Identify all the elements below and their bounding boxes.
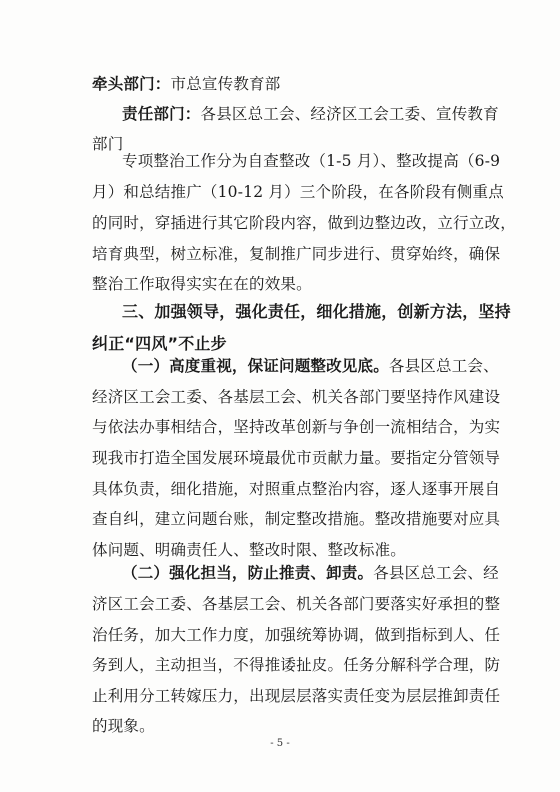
- paragraph-line: 月）和总结推广（10-12 月）三个阶段，在各阶段有侧重点: [92, 183, 504, 201]
- responsible-department-value: 各县区总工会、经济区工会工委、宣传教育: [200, 105, 499, 123]
- paragraph-line: 查自纠，建立问题台账，制定整改措施。整改措施要对应具: [92, 510, 501, 528]
- paragraph-line: 济区工会工委、各基层工会、机关各部门要落实好承担的整: [92, 595, 501, 613]
- responsible-department-label: 责任部门：: [122, 105, 201, 123]
- page-number: - 5 -: [270, 738, 290, 749]
- section-heading: 三、加强领导，强化责任，细化措施，创新方法，坚持: [122, 302, 511, 321]
- item-two-first-line: [122, 563, 499, 583]
- paragraph-line: 专项整治工作分为自查整改（1-5 月）、整改提高（6-9: [122, 152, 501, 170]
- responsible-department-line: [122, 104, 499, 124]
- lead-department-line: [92, 74, 280, 94]
- paragraph-line: 务到人，主动担当，不得推诿扯皮。任务分解科学合理，防: [92, 656, 501, 674]
- responsible-department-continuation: 部门: [92, 135, 124, 153]
- paragraph-line: 的现象。: [92, 717, 155, 735]
- item-one-first-line: [122, 356, 499, 376]
- paragraph-line: 具体负责，细化措施，对照重点整治内容，逐人逐事开展自: [92, 480, 501, 498]
- paragraph-line: 与依法办事相结合，坚持改革创新与争创一流相结合，为实: [92, 418, 501, 436]
- item-one-title: （一）高度重视，保证问题整改见底。: [122, 357, 389, 375]
- paragraph-line: 止利用分工转嫁压力，出现层层落实责任变为层层推卸责任: [92, 687, 501, 705]
- paragraph-line: 经济区工会工委、各基层工会、机关各部门要坚持作风建设: [92, 388, 501, 406]
- paragraph-line: 治任务，加大工作力度，加强统筹协调，做到指标到人、任: [92, 626, 501, 644]
- paragraph-line: 培育典型，树立标准，复制推广同步进行、贯穿始终，确保: [92, 245, 501, 263]
- paragraph-line: 现我市打造全国发展环境最优市贡献力量。要指定分管领导: [92, 449, 501, 467]
- item-two-text: 各县区总工会、经: [373, 564, 499, 582]
- lead-department-label: 牵头部门：: [92, 75, 171, 93]
- paragraph-line: 整治工作取得实实在在的效果。: [92, 275, 312, 293]
- section-heading-continuation: 纠正“四风”不止步: [92, 334, 227, 353]
- paragraph-line: 的同时，穿插进行其它阶段内容，做到边整边改，立行立改，: [92, 214, 516, 232]
- paragraph-line: 体问题、明确责任人、整改时限、整改标准。: [92, 541, 407, 559]
- item-two-title: （二）强化担当，防止推责、卸责。: [122, 564, 374, 582]
- lead-department-value: 市总宣传教育部: [170, 75, 281, 93]
- item-one-text: 各县区总工会、: [388, 357, 499, 375]
